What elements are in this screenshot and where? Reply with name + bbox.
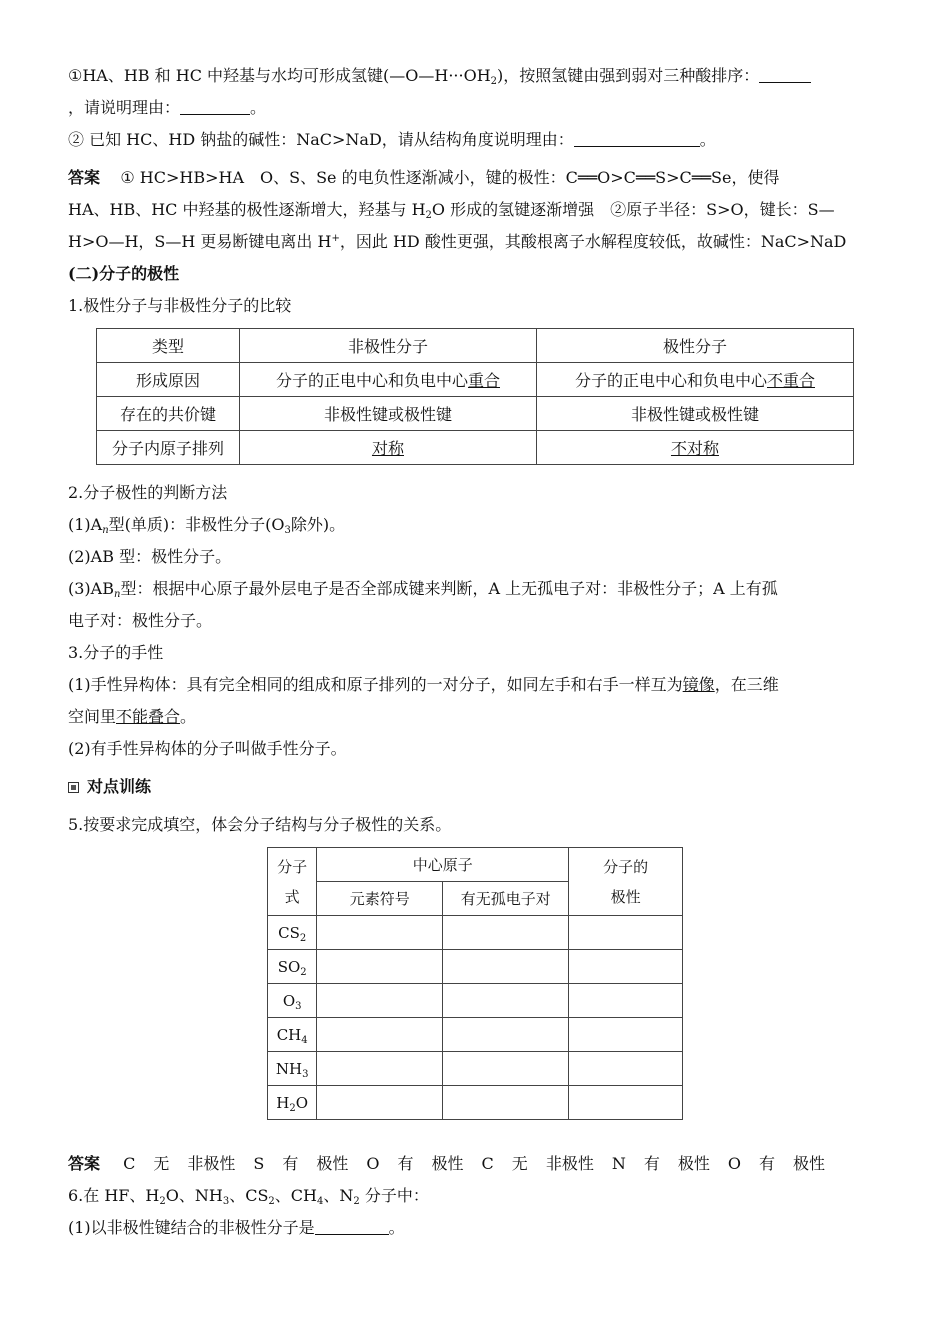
- answer-blank[interactable]: [574, 128, 700, 147]
- table-cell: [536, 431, 853, 465]
- answer-block-5: 答案 C 无 非极性 S 有 极性 O 有 极性 C 无 非极性 N 有 极性 O 有 极性: [68, 1154, 826, 1173]
- key-term: 不重合: [766, 371, 815, 390]
- fill-cell[interactable]: [443, 950, 569, 984]
- table-row: [268, 1018, 683, 1052]
- answer-block-1: 答案 ① HC>HB>HA O、S、Se 的电负性逐渐减小，键的极性：C══O>C══S>C══Se，使得 HA、HB、HC 中羟基的极性逐渐增大，羟基与 $H_2O$ 形成的氢键逐渐增强 ②原子半径：S>O，键长：S— H>O—H，S—H 更易断键电离出 H+，因此 HD 酸性更强，其酸根离子水解程度较低，故碱性：NaC>NaD: [68, 168, 847, 251]
- table-cell: 存在的共价键: [97, 397, 240, 431]
- table-header-cell: 有无孤电子对: [443, 882, 569, 916]
- chiral-item: (2)有手性异构体的分子叫做手性分子。: [68, 739, 347, 758]
- question-6-part-1: (1)以非极性键结合的非极性分子是 。: [68, 1218, 405, 1237]
- chiral-item: (1)手性异构体：具有完全相同的组成和原子排列的一对分子，如同左手和右手一样互为镜像，在三维: [68, 675, 779, 694]
- fill-cell[interactable]: [443, 1052, 569, 1086]
- table-cell: [240, 431, 537, 465]
- table-cell: 形成原因: [97, 363, 240, 397]
- rule-item: (2)AB 型：极性分子。: [68, 547, 232, 566]
- answer-blank[interactable]: [180, 96, 250, 115]
- formula-cell: $H_2O$: [268, 1086, 317, 1120]
- table-row: [268, 984, 683, 1018]
- fill-cell[interactable]: [569, 1018, 683, 1052]
- table-header-cell: 极性分子: [536, 329, 853, 363]
- table-row: [268, 848, 683, 882]
- fill-cell[interactable]: [569, 984, 683, 1018]
- question-hbond-reason: ，请说明理由： 。: [68, 98, 267, 117]
- table-header-cell: 分子的 极性: [569, 848, 683, 916]
- subsection-title: 3.分子的手性: [68, 643, 164, 662]
- table-row: [97, 431, 854, 465]
- fill-cell[interactable]: [443, 984, 569, 1018]
- fill-cell[interactable]: [317, 1052, 443, 1086]
- answer-label: 答案: [68, 1154, 101, 1173]
- fill-cell[interactable]: [443, 1018, 569, 1052]
- square-bullet-icon: [68, 782, 79, 793]
- table-cell: 分子的正电中心和负电中心不重合: [536, 363, 853, 397]
- table-cell: 分子内原子排列: [97, 431, 240, 465]
- formula-cell: $CH_4$: [268, 1018, 317, 1052]
- question-basicity: ② 已知 HC、HD 钠盐的碱性：NaC>NaD，请从结构角度说明理由： 。: [68, 130, 716, 149]
- table-header-cell: 类型: [97, 329, 240, 363]
- table-header-cell: 中心原子: [317, 848, 569, 882]
- chiral-item-cont: 空间里不能叠合。: [68, 707, 197, 726]
- table-header-cell: 非极性分子: [240, 329, 537, 363]
- section-title: (二)分子的极性: [68, 264, 180, 283]
- table-header-cell: 元素符号: [317, 882, 443, 916]
- key-term: 重合: [467, 371, 500, 390]
- rule-item: $(1)A_n$型(单质)：非极性分子($O_3$除外)。: [68, 515, 346, 536]
- fill-cell[interactable]: [317, 1086, 443, 1120]
- formula-cell: $O_3$: [268, 984, 317, 1018]
- table-row: [268, 1052, 683, 1086]
- key-term: 对称: [371, 439, 404, 458]
- table-row: [97, 329, 854, 363]
- subsection-title: 1.极性分子与非极性分子的比较: [68, 296, 292, 315]
- fill-table: [267, 847, 683, 1120]
- key-term: 镜像: [682, 675, 715, 694]
- table-cell: 非极性键或极性键: [536, 397, 853, 431]
- table-row: [97, 363, 854, 397]
- fill-cell[interactable]: [569, 1086, 683, 1120]
- table-header-cell: 分子 式: [268, 848, 317, 916]
- table-row: [268, 916, 683, 950]
- document-page: [68, 60, 883, 1244]
- key-term: 不对称: [670, 439, 719, 458]
- fill-cell[interactable]: [317, 984, 443, 1018]
- fill-cell[interactable]: [443, 1086, 569, 1120]
- rule-item: $(3)AB_n$型：根据中心原子最外层电子是否全部成键来判断，A 上无孤电子对：非极性分子；A 上有孤: [68, 579, 778, 600]
- table-row: [268, 950, 683, 984]
- key-term: 不能叠合: [116, 707, 181, 726]
- comparison-table: [96, 328, 854, 465]
- formula-cell: $CS_2$: [268, 916, 317, 950]
- fill-cell[interactable]: [569, 916, 683, 950]
- formula-cell: $NH_3$: [268, 1052, 317, 1086]
- table-cell: 分子的正电中心和负电中心重合: [240, 363, 537, 397]
- practice-header: 对点训练: [68, 771, 883, 803]
- fill-cell[interactable]: [317, 1018, 443, 1052]
- subsection-title: 2.分子极性的判断方法: [68, 483, 228, 502]
- fill-cell[interactable]: [569, 950, 683, 984]
- fill-cell[interactable]: [569, 1052, 683, 1086]
- table-row: [268, 1086, 683, 1120]
- answer-label: 答案: [68, 168, 101, 187]
- fill-cell[interactable]: [317, 950, 443, 984]
- question-5: 5.按要求完成填空，体会分子结构与分子极性的关系。: [68, 815, 452, 834]
- question-hbond: ①HA、HB 和 HC 中羟基与水均可形成氢键$(—O—H\cdot\cdot\cdot OH_2)$，按照氢键由强到弱对三种酸排序：: [68, 60, 883, 92]
- question-6: 6.在 HF、$H_2O$、$NH_3$、$CS_2$、$CH_4$、$N_2$ 分子中：: [68, 1186, 429, 1207]
- fill-cell[interactable]: [317, 916, 443, 950]
- answer-blank[interactable]: [759, 64, 811, 83]
- table-cell: 非极性键或极性键: [240, 397, 537, 431]
- fill-cell[interactable]: [443, 916, 569, 950]
- answer-blank[interactable]: [315, 1216, 389, 1235]
- formula-cell: $SO_2$: [268, 950, 317, 984]
- rule-item-cont: 电子对：极性分子。: [68, 611, 213, 630]
- table-row: [97, 397, 854, 431]
